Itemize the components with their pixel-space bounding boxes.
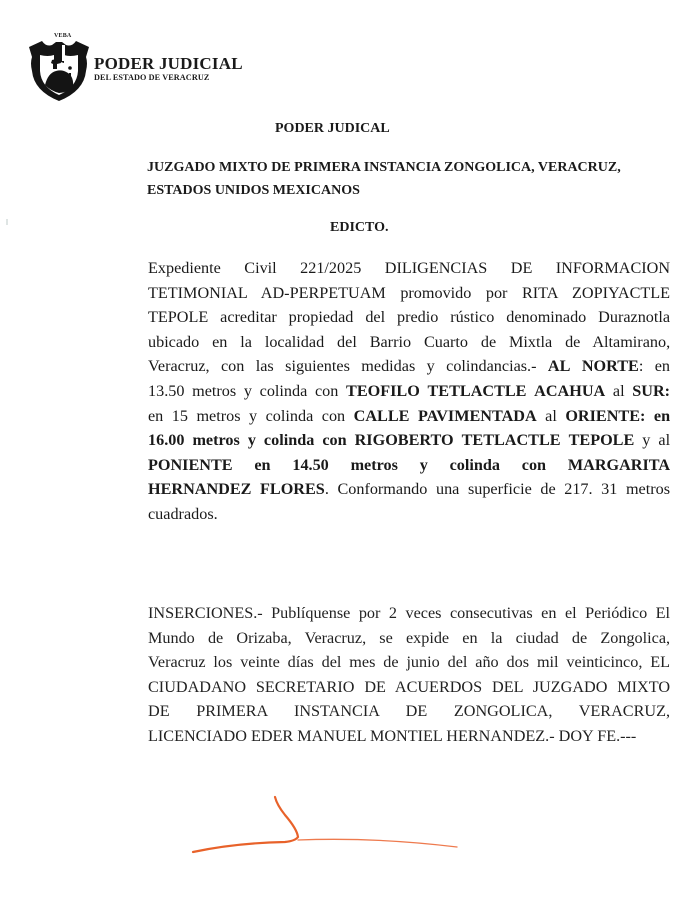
word: superficie [467, 480, 532, 499]
word: siguientes [285, 357, 350, 376]
word: Zongolica, [600, 628, 671, 647]
bold-word: TEPOLE [568, 431, 635, 450]
bold-word: metros [350, 455, 398, 474]
word: medidas [361, 357, 416, 376]
word: Veracruz, [148, 357, 210, 376]
bold-word: TETLACTLE [461, 431, 561, 450]
word: DEL [492, 677, 523, 696]
institution-heading: PODER JUDICAL [275, 121, 390, 136]
text-line [148, 428, 670, 453]
text-line [148, 305, 670, 330]
bold-word: HERNANDEZ [148, 480, 252, 499]
word: ACUERDOS [394, 677, 483, 696]
text-line [148, 601, 670, 626]
word: 31 [601, 480, 618, 499]
court-heading-line1: JUZGADO MIXTO DE PRIMERA INSTANCIA ZONGOLICA, VERACRUZ, [147, 160, 621, 175]
word: mil [536, 653, 559, 672]
word: de [571, 628, 588, 647]
word: días [287, 653, 314, 672]
word: Publíquense [271, 604, 351, 622]
word: y [243, 381, 252, 400]
bold-word: en [653, 406, 671, 425]
text-line [148, 724, 670, 749]
text-line [148, 330, 670, 355]
word: Orizaba, [236, 628, 292, 647]
word: DOY [558, 726, 594, 745]
word: y [642, 431, 651, 450]
word: Cuarto [423, 332, 468, 351]
word: FE.--- [597, 726, 637, 745]
bold-word: con [322, 431, 347, 450]
word: Periódico [585, 604, 648, 622]
text-line [148, 502, 670, 527]
text-line [148, 256, 670, 281]
bold-word: TETLACTLE [427, 381, 527, 400]
word: veinticinco, [566, 653, 643, 672]
word: Expediente [148, 259, 221, 277]
word: ciudad [515, 628, 559, 647]
word: colinda [259, 381, 308, 400]
word: 15 [171, 406, 188, 425]
word: veinte [240, 653, 280, 672]
word: Altamirano, [592, 332, 671, 351]
logo-subtitle: DEL ESTADO DE VERACRUZ [94, 73, 210, 82]
bold-word: en [254, 455, 271, 474]
word: Duraznotla [598, 308, 671, 327]
word: al [658, 431, 671, 450]
word: junio [406, 653, 440, 672]
word: cuadrados. [148, 504, 218, 523]
word: en [654, 357, 670, 376]
word: Mixtla [509, 332, 553, 351]
word: dos [506, 653, 530, 672]
word: SECRETARIO [255, 677, 355, 696]
word: HERNANDEZ.- [446, 726, 555, 745]
word: 221/2025 [300, 259, 362, 277]
word: DE [510, 259, 533, 277]
bold-word: CALLE [353, 406, 410, 425]
word: y [249, 406, 258, 425]
word: promovido [400, 283, 472, 302]
word: del [337, 332, 357, 351]
word: PRIMERA [196, 702, 268, 721]
word: ZOPIYACTLE [572, 283, 671, 302]
word: denominado [506, 308, 587, 327]
word: Conformando [337, 480, 428, 499]
word: de [207, 628, 224, 647]
word: mes [349, 653, 376, 672]
word: Veracruz, [304, 628, 367, 647]
word: Mundo [148, 628, 195, 647]
text-line [148, 699, 670, 724]
word: 13.50 [148, 381, 185, 400]
text-line [148, 453, 670, 478]
bold-word: NORTE [581, 357, 639, 376]
poder-judicial-logo [26, 33, 246, 105]
word: INSTANCIA [293, 702, 380, 721]
word: del [321, 653, 342, 672]
word: del [447, 653, 468, 672]
word: ubicado [148, 332, 200, 351]
word: los [213, 653, 233, 672]
word: veces [405, 604, 442, 622]
word: AD-PERPETUAM [260, 283, 386, 302]
word: consecutivas [449, 604, 533, 622]
word: con [220, 357, 245, 376]
word: el [564, 604, 577, 622]
word: MANUEL [297, 726, 366, 745]
word: INSERCIONES.- [148, 604, 263, 622]
word: la [490, 628, 503, 647]
bold-word: TEOFILO [346, 381, 420, 400]
word: se [379, 628, 393, 647]
word: por [358, 604, 381, 622]
bold-word: ACAHUA [534, 381, 606, 400]
bold-word: y [247, 431, 256, 450]
word: MONTIEL [369, 726, 443, 745]
word: JUZGADO [532, 677, 608, 696]
bold-word: y [419, 455, 428, 474]
word: al [545, 406, 557, 425]
word: con [321, 406, 346, 425]
word: de [383, 653, 399, 672]
word: colinda [265, 406, 314, 425]
word: localidad [264, 332, 325, 351]
text-line [148, 354, 670, 379]
word: 217. [564, 480, 593, 499]
word: del [365, 308, 386, 327]
word: con [314, 381, 339, 400]
word: de [480, 332, 497, 351]
word: en [462, 628, 478, 647]
word: predio [397, 308, 439, 327]
word: Veracruz [148, 653, 206, 672]
word: en [148, 406, 164, 425]
bold-word: FLORES [260, 480, 325, 499]
bold-word: 14.50 [292, 455, 329, 474]
word: año [475, 653, 499, 672]
text-line [148, 477, 670, 502]
bold-word: MARGARITA [567, 455, 671, 474]
word: EL [650, 653, 671, 672]
word: TETIMONIAL [148, 283, 248, 302]
scan-speck [6, 219, 8, 225]
word: RITA [521, 283, 558, 302]
court-heading-line2: ESTADOS UNIDOS MEXICANOS [147, 183, 360, 198]
signature [185, 785, 465, 865]
bold-word: AL [547, 357, 571, 376]
word: DILIGENCIAS [384, 259, 488, 277]
bold-word: con [521, 455, 547, 474]
bold-word: ORIENTE: [565, 406, 646, 425]
handwritten-signature-icon [185, 785, 465, 860]
word: TEPOLE [148, 308, 209, 327]
edict-paragraph-insertions [148, 601, 670, 749]
word: El [655, 604, 671, 622]
word: en [541, 604, 557, 622]
word: de [540, 480, 556, 499]
word: expide [405, 628, 450, 647]
logo-motto: VEBA [54, 33, 72, 39]
bold-word: PONIENTE [148, 455, 233, 474]
word: Barrio [369, 332, 412, 351]
word: ZONGOLICA, [453, 702, 553, 721]
word: Civil [244, 259, 277, 277]
word: propiedad [288, 308, 354, 327]
word: rústico [450, 308, 495, 327]
document-type-heading: EDICTO. [330, 220, 389, 235]
word: metros [196, 406, 241, 425]
word: DE [364, 677, 386, 696]
edict-paragraph-property [148, 256, 670, 527]
shield-emblem-icon [26, 33, 92, 105]
bold-word: RIGOBERTO [354, 431, 454, 450]
word: VERACRUZ, [578, 702, 671, 721]
word: por [485, 283, 508, 302]
word: metros [192, 381, 237, 400]
word: y [426, 357, 435, 376]
text-line [148, 626, 670, 651]
word: LICENCIADO [148, 726, 247, 745]
word: la [240, 332, 252, 351]
word: . [324, 480, 329, 499]
logo-title: PODER JUDICIAL [94, 54, 243, 73]
bold-word: PAVIMENTADA [417, 406, 537, 425]
word: DE [405, 702, 428, 721]
text-line [148, 404, 670, 429]
word: : [638, 357, 644, 376]
text-line [148, 281, 670, 306]
word: DE [148, 702, 170, 721]
bold-word: metros [192, 431, 240, 450]
word: al [612, 381, 625, 400]
text-line [148, 379, 670, 404]
word: metros [625, 480, 670, 499]
text-line [148, 675, 670, 700]
text-line [148, 650, 670, 675]
word: una [435, 480, 460, 499]
word: en [212, 332, 228, 351]
word: CIUDADANO [148, 677, 247, 696]
word: colindancias.- [446, 357, 537, 376]
word: INFORMACION [555, 259, 671, 277]
word: las [255, 357, 274, 376]
word: acreditar [220, 308, 277, 327]
bold-word: SUR: [632, 381, 671, 400]
word: 2 [388, 604, 397, 622]
word: de [565, 332, 581, 351]
bold-word: colinda [449, 455, 500, 474]
word: MIXTO [617, 677, 671, 696]
word: EDER [250, 726, 294, 745]
bold-word: 16.00 [148, 431, 185, 450]
bold-word: colinda [263, 431, 315, 450]
